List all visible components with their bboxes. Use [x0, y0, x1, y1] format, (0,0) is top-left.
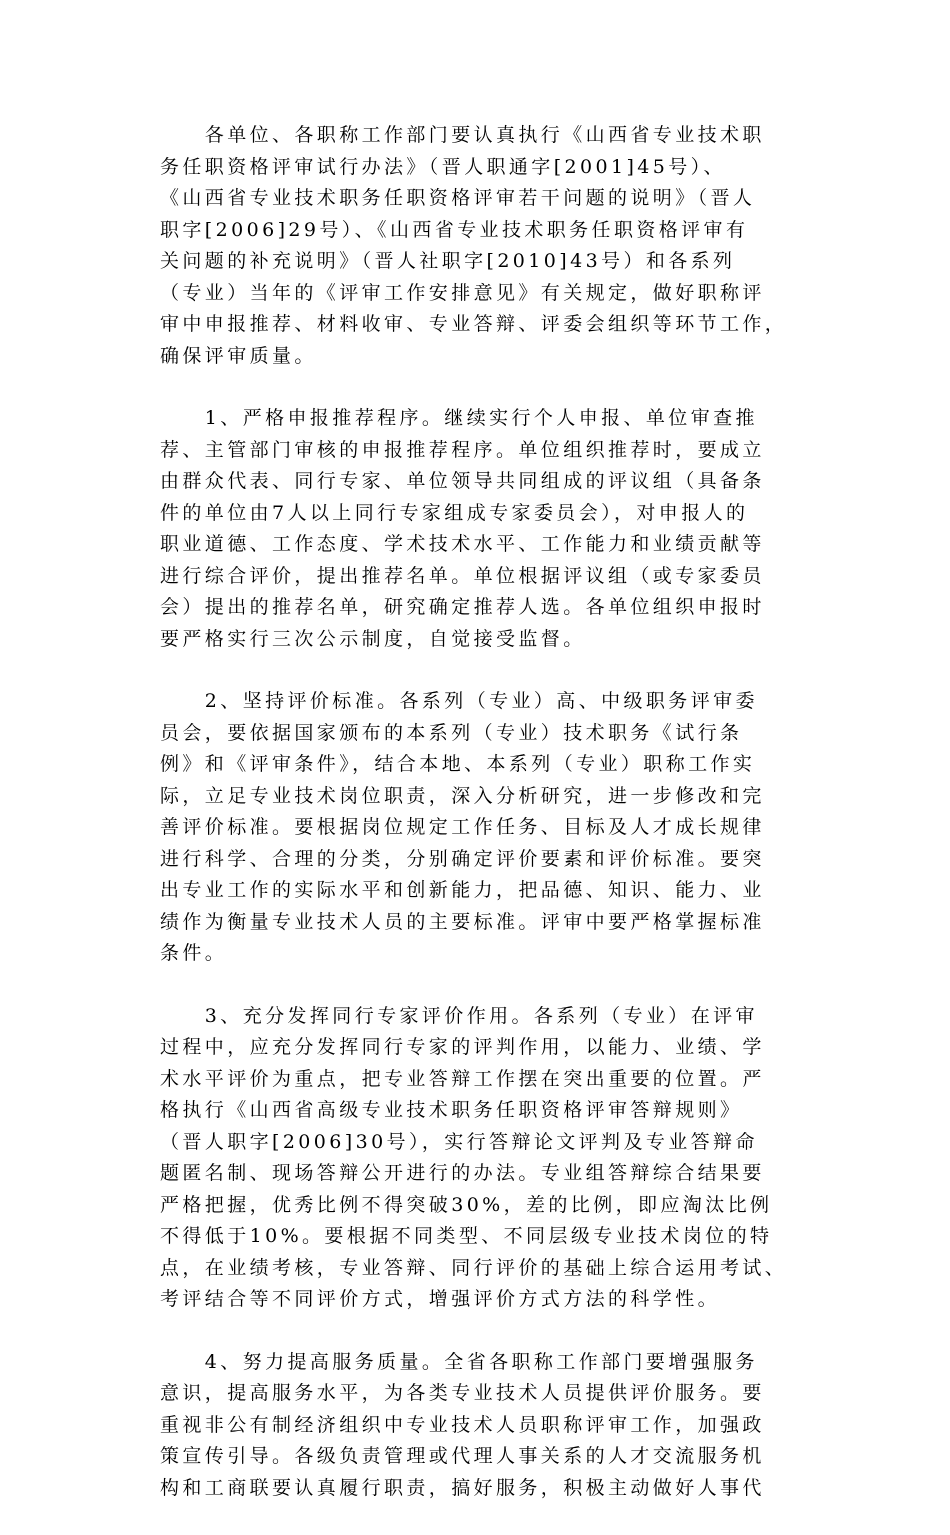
text-line: 2、坚持评价标准。各系列（专业）高、中级职务评审委 [160, 690, 758, 712]
text-line: 4、努力提高服务质量。全省各职称工作部门要增强服务 [160, 1350, 758, 1373]
text-line: 职字[2006]29号）、《山西省专业技术职务任职资格评审有 [160, 218, 749, 241]
text-line: 考评结合等不同评价方式，增强评价方式方法的科学性。 [160, 1288, 721, 1310]
text-line: 3、充分发挥同行专家评价作用。各系列（专业）在评审 [160, 1004, 758, 1027]
paragraph [160, 1001, 800, 1316]
text-line: 审中申报推荐、材料收审、专业答辩、评委会组织等环节工作， [160, 313, 788, 335]
text-line: （晋人职字[2006]30号），实行答辩论文评判及专业答辩命 [160, 1130, 758, 1153]
text-line: 件的单位由7人以上同行专家组成专家委员会），对申报人的 [160, 501, 749, 524]
paragraph [160, 403, 800, 655]
text-line: 务任职资格评审试行办法》（晋人职通字[2001]45号）、 [160, 155, 726, 178]
paragraph [160, 686, 800, 970]
text-line: 要严格实行三次公示制度，自觉接受监督。 [160, 627, 586, 650]
text-line: 会）提出的推荐名单，研究确定推荐人选。各单位组织申报时 [160, 596, 765, 618]
text-line: 善评价标准。要根据岗位规定工作任务、目标及人才成长规律 [160, 816, 765, 838]
document-body [160, 120, 800, 1535]
paragraph [160, 120, 800, 372]
text-line: 绩作为衡量专业技术人员的主要标准。评审中要严格掌握标准 [160, 910, 765, 933]
text-line: 职业道德、工作态度、学术技术水平、工作能力和业绩贡献等 [160, 533, 765, 555]
text-line: 题匿名制、现场答辩公开进行的办法。专业组答辩综合结果要 [160, 1162, 765, 1184]
paragraph [160, 1347, 800, 1505]
text-line: （专业）当年的《评审工作安排意见》有关规定，做好职称评 [160, 281, 765, 304]
text-line: 严格把握，优秀比例不得突破30%，差的比例，即应淘汰比例 [160, 1193, 773, 1216]
text-line: 《山西省专业技术职务任职资格评审若干问题的说明》（晋人 [160, 187, 756, 209]
text-line: 策宣传引导。各级负责管理或代理人事关系的人才交流服务机 [160, 1445, 765, 1467]
text-line: 格执行《山西省高级专业技术职务任职资格评审答辩规则》 [160, 1099, 743, 1121]
text-line: 点，在业绩考核，专业答辩、同行评价的基础上综合运用考试、 [160, 1256, 788, 1279]
text-line: 重视非公有制经济组织中专业技术人员职称评审工作，加强政 [160, 1413, 765, 1436]
text-line: 进行科学、合理的分类，分别确定评价要素和评价标准。要突 [160, 847, 765, 870]
text-line: 确保评审质量。 [160, 344, 317, 367]
text-line: 荐、主管部门审核的申报推荐程序。单位组织推荐时，要成立 [160, 438, 765, 461]
text-line: 构和工商联要认真履行职责，搞好服务，积极主动做好人事代 [160, 1476, 765, 1499]
text-line: 进行综合评价，提出推荐名单。单位根据评议组（或专家委员 [160, 564, 765, 587]
text-line: 员会，要依据国家颁布的本系列（专业）技术职务《试行条 [160, 721, 743, 744]
text-line: 关问题的补充说明》（晋人社职字[2010]43号）和各系列 [160, 250, 736, 272]
text-line: 1、严格申报推荐程序。继续实行个人申报、单位审查推 [160, 407, 758, 429]
text-line: 条件。 [160, 942, 228, 964]
text-line: 例》和《评审条件》，结合本地、本系列（专业）职称工作实 [160, 753, 756, 775]
text-line: 术水平评价为重点，把专业答辩工作摆在突出重要的位置。严 [160, 1067, 765, 1090]
text-line: 际，立足专业技术岗位职责，深入分析研究，进一步修改和完 [160, 784, 765, 807]
text-line: 由群众代表、同行专家、单位领导共同组成的评议组（具备条 [160, 470, 765, 492]
text-line: 各单位、各职称工作部门要认真执行《山西省专业技术职 [160, 124, 765, 146]
text-line: 出专业工作的实际水平和创新能力，把品德、知识、能力、业 [160, 879, 765, 901]
text-line: 意识，提高服务水平，为各类专业技术人员提供评价服务。要 [160, 1382, 765, 1404]
text-line: 过程中，应充分发挥同行专家的评判作用，以能力、业绩、学 [160, 1036, 765, 1058]
text-line: 不得低于10%。要根据不同类型、不同层级专业技术岗位的特 [160, 1225, 773, 1247]
